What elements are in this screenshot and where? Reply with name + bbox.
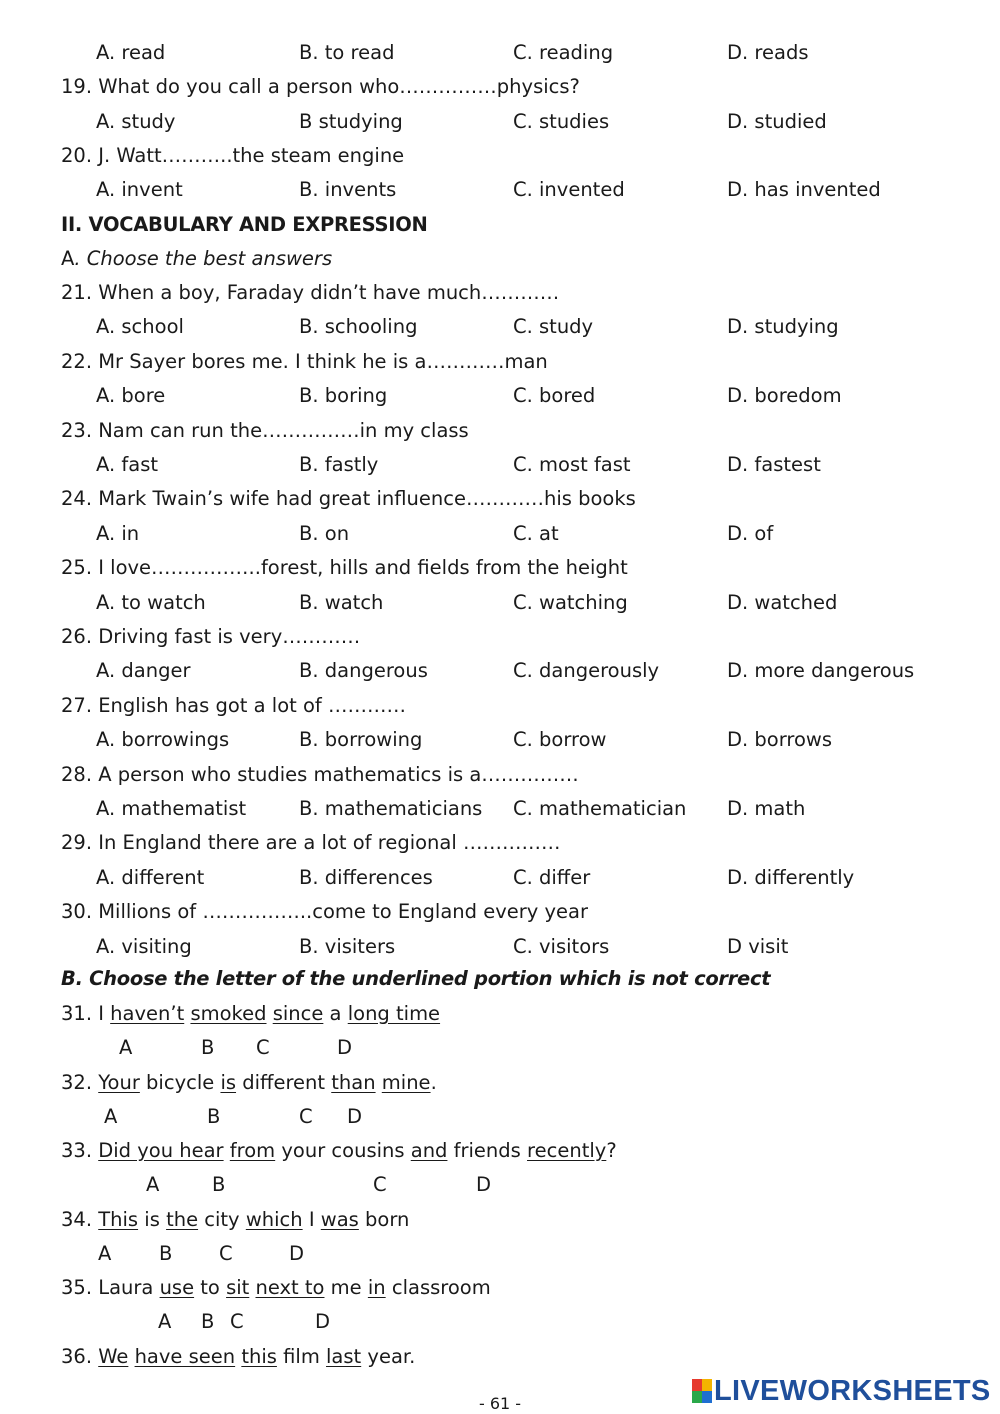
q34-underlined-portion[interactable]: the (166, 1208, 199, 1231)
q23-option-b[interactable]: B. fastly (299, 453, 379, 476)
q21-option-b[interactable]: B. schooling (299, 315, 418, 339)
q25-stem: 25. I love……………..forest, hills and fields from the height (61, 556, 628, 580)
q28-option-b[interactable]: B. mathematicians (299, 797, 483, 820)
q18-option-b[interactable]: B. to read (299, 41, 395, 64)
q35-underlined-portion[interactable]: sit (226, 1276, 250, 1299)
q30-option-b[interactable]: B. visiters (299, 934, 396, 958)
q25-option-a[interactable]: A. to watch (96, 590, 206, 614)
q34-text: I (302, 1208, 321, 1231)
q19-option-d[interactable]: D. studied (727, 110, 827, 133)
q32-underlined-portion[interactable]: than (331, 1071, 376, 1094)
q34-number: 34. (61, 1208, 99, 1231)
q35-letter-b[interactable]: B (201, 1310, 215, 1333)
q22-option-d[interactable]: D. boredom (727, 384, 842, 408)
q36-underlined-portion[interactable]: have seen (134, 1345, 236, 1368)
liveworksheets-logo-text: LIVEWORKSHEETS (714, 1374, 991, 1407)
q20-option-a[interactable]: A. invent (96, 178, 183, 201)
q35-letter-markers (0, 1305, 1000, 1339)
q25-option-d[interactable]: D. watched (727, 590, 838, 614)
q23-option-a[interactable]: A. fast (96, 453, 159, 476)
q23-option-c[interactable]: C. most fast (513, 453, 631, 476)
q29-option-c[interactable]: C. differ (513, 865, 591, 889)
page-number: - 61 - (478, 1394, 522, 1413)
q33-letter-b[interactable]: B (212, 1173, 226, 1196)
section-heading: II. VOCABULARY AND EXPRESSION (61, 213, 428, 236)
q33-text: friends (447, 1139, 528, 1162)
q18-options-row (0, 36, 1000, 70)
q20-option-d[interactable]: D. has invented (727, 178, 881, 201)
q30-stem: 30. Millions of ……………..come to England every year (61, 900, 589, 924)
q27-option-c[interactable]: C. borrow (513, 728, 607, 752)
q35-text: to (194, 1276, 227, 1299)
q29-options-row (0, 861, 1000, 895)
q18-option-a[interactable]: A. read (96, 41, 166, 64)
q36-underlined-portion[interactable]: We (98, 1345, 129, 1368)
q21-option-a[interactable]: A. school (96, 315, 184, 339)
q34-text: is (138, 1208, 167, 1231)
liveworksheets-logo (692, 1376, 991, 1406)
q35-underlined-portion[interactable]: use (159, 1276, 195, 1299)
q24-option-a[interactable]: A. in (96, 521, 140, 545)
q34-letter-a[interactable]: A (98, 1242, 112, 1265)
q27-option-b[interactable]: B. borrowing (299, 728, 423, 752)
q31-letter-c[interactable]: C (256, 1036, 270, 1059)
liveworksheets-logo-icon (692, 1379, 712, 1403)
q27-stem: 27. English has got a lot of ………… (61, 693, 406, 717)
q36-underlined-portion[interactable]: this (241, 1345, 277, 1368)
q32-text: . (430, 1071, 437, 1094)
q21-options-row (0, 310, 1000, 344)
q19-option-a[interactable]: A. study (96, 110, 176, 133)
q20-stem: 20. J. Watt………..the steam engine (61, 144, 405, 167)
q24-options-row (0, 517, 1000, 551)
q32-underlined-portion[interactable]: mine (381, 1071, 431, 1094)
q30-option-a[interactable]: A. visiting (96, 934, 192, 958)
q32-underlined-portion[interactable]: Your (98, 1071, 140, 1094)
q22-stem: 22. Mr Sayer bores me. I think he is a…………man (61, 349, 548, 373)
q33-letter-c[interactable]: C (373, 1173, 387, 1196)
q18-option-d[interactable]: D. reads (727, 41, 809, 64)
q34-text: born (358, 1208, 410, 1231)
q23-stem: 23. Nam can run the……………in my class (61, 418, 469, 442)
q28-option-d[interactable]: D. math (727, 797, 806, 820)
q35-text: me (324, 1276, 368, 1299)
q19-options-row (0, 105, 1000, 139)
q29-option-d[interactable]: D. differently (727, 865, 855, 889)
q25-option-b[interactable]: B. watch (299, 590, 384, 614)
q29-option-b[interactable]: B. differences (299, 865, 433, 889)
q18-option-c[interactable]: C. reading (513, 41, 614, 64)
q33-text: your cousins (275, 1139, 411, 1162)
q34-sentence (61, 1203, 409, 1237)
q33-sentence (61, 1134, 617, 1168)
q36-sentence (61, 1340, 415, 1374)
q26-option-d[interactable]: D. more dangerous (727, 659, 915, 683)
q32-letter-markers (0, 1100, 1000, 1134)
q32-text: bicycle (139, 1071, 221, 1094)
q33-underlined-portion[interactable]: from (229, 1139, 276, 1162)
q29-stem: 29. In England there are a lot of regional …………… (61, 831, 561, 855)
q36-underlined-portion[interactable]: last (326, 1345, 362, 1368)
q20-options-row (0, 173, 1000, 207)
q34-letter-markers (0, 1237, 1000, 1271)
q35-number: 35. (61, 1276, 99, 1299)
q35-letter-d[interactable]: D (315, 1310, 331, 1333)
q26-option-b[interactable]: B. dangerous (299, 659, 428, 683)
q31-letter-a[interactable]: A (119, 1036, 133, 1059)
q32-letter-c[interactable]: C (299, 1105, 313, 1128)
q28-option-c[interactable]: C. mathematician (513, 797, 687, 820)
q31-underlined-portion[interactable]: since (272, 1002, 324, 1025)
q35-letter-a[interactable]: A (158, 1310, 172, 1333)
q31-letter-markers (0, 1031, 1000, 1065)
q24-option-c[interactable]: C. at (513, 521, 559, 545)
q32-number: 32. (61, 1071, 99, 1094)
q22-option-b[interactable]: B. boring (299, 384, 388, 408)
q28-stem: 28. A person who studies mathematics is a…………… (61, 762, 579, 786)
q21-option-d[interactable]: D. studying (727, 315, 839, 339)
part-a-heading (61, 242, 332, 276)
q19-option-c[interactable]: C. studies (513, 110, 610, 133)
q20-option-b[interactable]: B. invents (299, 178, 397, 201)
q36-text: film (276, 1345, 327, 1368)
q27-option-a[interactable]: A. borrowings (96, 728, 230, 752)
q35-text: Laura (98, 1276, 160, 1299)
q19-option-b[interactable]: B studying (299, 110, 403, 133)
q22-option-c[interactable]: C. bored (513, 384, 596, 408)
q35-text: classroom (385, 1276, 491, 1299)
q24-option-b[interactable]: B. on (299, 521, 350, 545)
q29-option-a[interactable]: A. different (96, 865, 205, 889)
q20-option-c[interactable]: C. invented (513, 178, 625, 201)
q27-options-row (0, 723, 1000, 757)
q26-option-c[interactable]: C. dangerously (513, 659, 660, 683)
q33-underlined-portion[interactable]: and (410, 1139, 448, 1162)
q34-underlined-portion[interactable]: This (98, 1208, 139, 1231)
q33-letter-a[interactable]: A (146, 1173, 160, 1196)
q35-letter-c[interactable]: C (230, 1310, 244, 1333)
q25-options-row (0, 586, 1000, 620)
q24-stem: 24. Mark Twain’s wife had great influence…………his books (61, 487, 636, 511)
q31-underlined-portion[interactable]: long time (347, 1002, 441, 1025)
q32-underlined-portion[interactable]: is (220, 1071, 237, 1094)
q32-letter-a[interactable]: A (104, 1105, 118, 1128)
q33-letter-markers (0, 1168, 1000, 1202)
q31-number: 31. (61, 1002, 99, 1025)
q31-letter-d[interactable]: D (337, 1036, 353, 1059)
q35-sentence (61, 1271, 491, 1305)
q23-options-row (0, 448, 1000, 482)
q34-letter-b[interactable]: B (159, 1242, 173, 1265)
q34-underlined-portion[interactable]: which (245, 1208, 303, 1231)
q26-option-a[interactable]: A. danger (96, 659, 191, 683)
q32-sentence (61, 1066, 437, 1100)
q24-option-d[interactable]: D. of (727, 521, 774, 545)
q34-underlined-portion[interactable]: was (320, 1208, 359, 1231)
q33-underlined-portion[interactable]: recently (527, 1139, 607, 1162)
q33-text: ? (606, 1139, 617, 1162)
q32-text: different (236, 1071, 332, 1094)
q31-text: I (98, 1002, 111, 1025)
q26-stem: 26. Driving fast is very………… (61, 625, 361, 648)
q33-number: 33. (61, 1139, 99, 1162)
q19-stem: 19. What do you call a person who……………physics? (61, 75, 580, 98)
q32-letter-d[interactable]: D (347, 1105, 363, 1128)
q30-options-row (0, 930, 1000, 964)
q25-option-c[interactable]: C. watching (513, 590, 628, 614)
q33-underlined-portion[interactable]: Did you hear (98, 1139, 224, 1162)
part-b-heading: B. Choose the letter of the underlined portion which is not correct (61, 967, 771, 990)
q31-letter-b[interactable]: B (201, 1036, 215, 1059)
q36-text: year. (361, 1345, 416, 1368)
q36-number: 36. (61, 1345, 99, 1368)
q34-letter-d[interactable]: D (289, 1242, 305, 1265)
q26-options-row (0, 654, 1000, 688)
q35-underlined-portion[interactable]: next to (255, 1276, 325, 1299)
q30-option-d[interactable]: D visit (727, 934, 789, 958)
part-a-instruction: . Choose the best answers (74, 247, 333, 270)
q21-stem: 21. When a boy, Faraday didn’t have much………… (61, 281, 560, 304)
q27-option-d[interactable]: D. borrows (727, 728, 833, 752)
q21-option-c[interactable]: C. study (513, 315, 594, 339)
q23-option-d[interactable]: D. fastest (727, 453, 821, 476)
q22-options-row (0, 379, 1000, 413)
q35-underlined-portion[interactable]: in (367, 1276, 386, 1299)
q33-letter-d[interactable]: D (476, 1173, 492, 1196)
q31-underlined-portion[interactable]: haven’t (110, 1002, 185, 1025)
q30-option-c[interactable]: C. visitors (513, 934, 610, 958)
q22-option-a[interactable]: A. bore (96, 384, 166, 408)
q32-letter-b[interactable]: B (207, 1105, 221, 1128)
q34-letter-c[interactable]: C (219, 1242, 233, 1265)
part-a-letter: A (61, 247, 75, 270)
q28-option-a[interactable]: A. mathematist (96, 797, 247, 820)
q31-text: a (323, 1002, 348, 1025)
q31-sentence (61, 997, 440, 1031)
q28-options-row (0, 792, 1000, 826)
q31-underlined-portion[interactable]: smoked (190, 1002, 267, 1025)
q34-text: city (198, 1208, 246, 1231)
